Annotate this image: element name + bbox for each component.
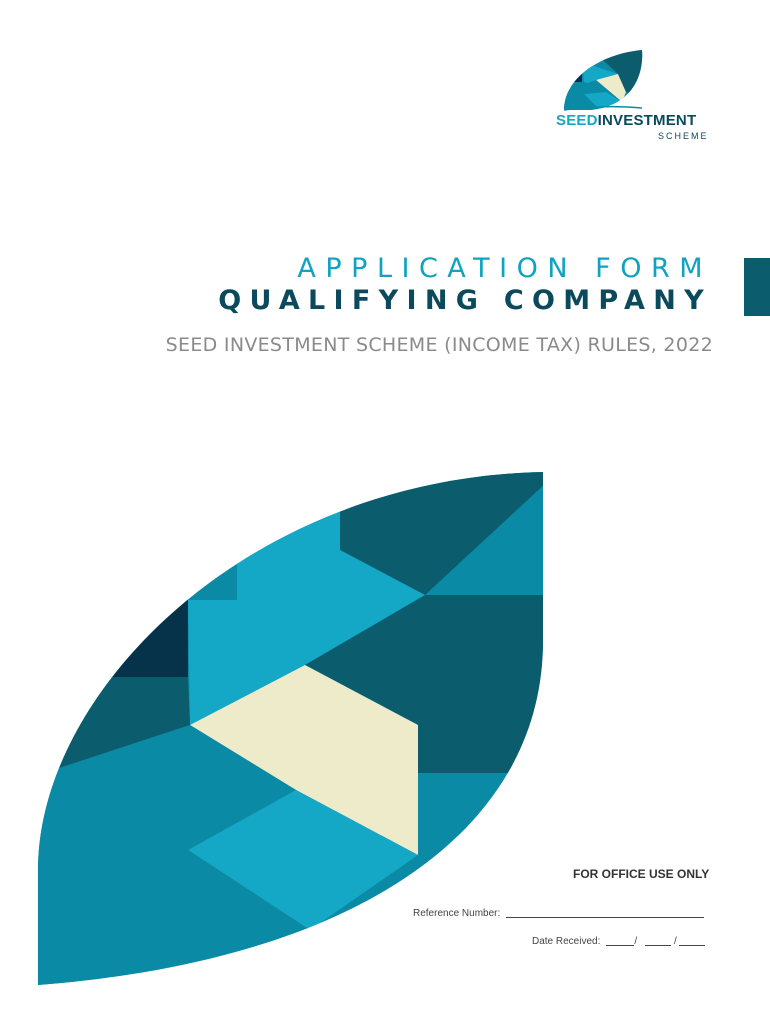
- title-line-2: QUALIFYING COMPANY: [218, 285, 712, 316]
- date-year-field[interactable]: [679, 945, 705, 946]
- side-accent-bar: [744, 258, 770, 316]
- logo-wordmark: [556, 112, 696, 129]
- seed-investment-logo: [556, 48, 726, 148]
- leaf-logo-icon: [560, 48, 644, 112]
- logo-investment-text: INVESTMENT: [597, 112, 697, 129]
- title-line-1: APPLICATION FORM: [297, 253, 712, 284]
- date-received-label: Date Received:: [532, 936, 601, 947]
- date-month-field[interactable]: [645, 945, 671, 946]
- date-received-row: [532, 936, 705, 947]
- logo-scheme-text: SCHEME: [658, 131, 709, 141]
- reference-number-field[interactable]: [506, 917, 704, 918]
- logo-seed-text: SEED: [556, 112, 598, 129]
- reference-number-row: [413, 908, 704, 919]
- date-separator-1: /: [634, 936, 638, 947]
- subtitle: SEED INVESTMENT SCHEME (INCOME TAX) RULES, 2022: [165, 334, 713, 356]
- date-separator-2: /: [673, 936, 677, 947]
- reference-number-label: Reference Number:: [413, 908, 501, 919]
- office-use-heading: FOR OFFICE USE ONLY: [573, 867, 710, 881]
- date-day-field[interactable]: [606, 945, 634, 946]
